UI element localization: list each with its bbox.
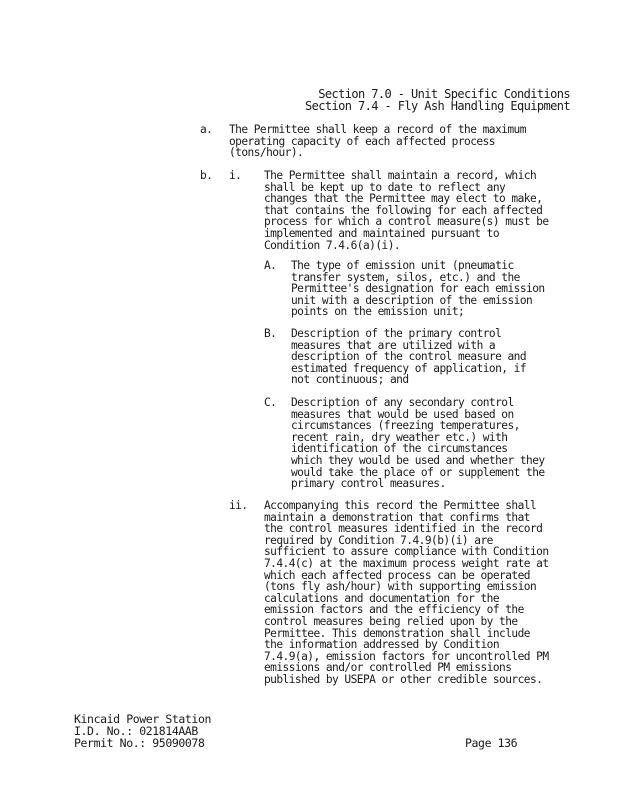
item-b-i-A-label: A. bbox=[264, 259, 277, 272]
text-line: operating capacity of each affected process bbox=[229, 134, 495, 148]
text-line: shall be kept up to date to reflect any bbox=[264, 180, 506, 194]
text-line: emissions and/or controlled PM emissions bbox=[264, 661, 512, 675]
item-a-label: a. bbox=[200, 123, 213, 136]
text-line: emission factors and the efficiency of the bbox=[264, 603, 524, 617]
item-b-label: b. bbox=[200, 169, 213, 182]
text-line: Description of any secondary control bbox=[291, 396, 514, 409]
text-line: primary control measures. bbox=[291, 477, 446, 491]
text-line: The type of emission unit (pneumatic bbox=[291, 259, 514, 272]
text-line: identification of the circumstances bbox=[291, 442, 508, 456]
item-b-i-text bbox=[264, 170, 549, 251]
item-b-i-label: i. bbox=[229, 169, 242, 182]
text-line: the control measures identified in the record bbox=[264, 522, 543, 536]
text-line: maintain a demonstration that confirms that bbox=[264, 510, 530, 524]
item-b-i-C-label: C. bbox=[264, 396, 277, 409]
item-b-i-B-label: B. bbox=[264, 327, 277, 340]
text-line: measures that are utilized with a bbox=[291, 338, 496, 352]
text-line: unit with a description of the emission bbox=[291, 293, 533, 307]
text-line: measures that would be used based on bbox=[291, 407, 514, 421]
text-line: 7.4.4(c) at the maximum process weight rate at bbox=[264, 556, 549, 570]
text-line: Description of the primary control bbox=[291, 327, 502, 340]
item-b-ii-text bbox=[264, 500, 549, 686]
text-line: control measures being relied upon by the bbox=[264, 614, 518, 628]
text-line: recent rain, dry weather etc.) with bbox=[291, 430, 508, 444]
text-line: circumstances (freezing temperatures, bbox=[291, 419, 520, 433]
text-line: The Permittee shall maintain a record, which bbox=[264, 169, 537, 182]
footer-permit-no: Permit No.: 95090078 bbox=[74, 736, 205, 750]
text-line: Accompanying this record the Permittee shall bbox=[264, 499, 537, 512]
text-line: sufficient to assure compliance with Condition bbox=[264, 545, 549, 559]
text-line: would take the place of or supplement the bbox=[291, 465, 545, 479]
section-header-fly-ash: Section 7.4 - Fly Ash Handling Equipment bbox=[305, 99, 570, 113]
text-line: (tons/hour). bbox=[229, 146, 304, 160]
item-b-ii-label: ii. bbox=[229, 499, 248, 512]
text-line: 7.4.9(a), emission factors for uncontrolled PM bbox=[264, 649, 549, 663]
footer-page-number: Page 136 bbox=[465, 736, 518, 750]
section-header-unit-conditions: Section 7.0 - Unit Specific Conditions bbox=[318, 87, 570, 101]
text-line: implemented and maintained pursuant to bbox=[264, 226, 500, 240]
item-b-i-B-text bbox=[291, 328, 526, 386]
item-b-i-A-text bbox=[291, 260, 545, 318]
item-a-text bbox=[229, 124, 526, 159]
text-line: that contains the following for each affected bbox=[264, 203, 543, 217]
footer-id-no: I.D. No.: 021814AAB bbox=[74, 724, 198, 738]
text-line: published by USEPA or other credible sources. bbox=[264, 672, 543, 686]
item-b-i-C-text bbox=[291, 397, 545, 490]
text-line: which each affected process can be operated bbox=[264, 568, 530, 582]
text-line: (tons fly ash/hour) with supporting emission bbox=[264, 580, 537, 594]
text-line: calculations and documentation for the bbox=[264, 591, 500, 605]
text-line: Permittee. This demonstration shall include bbox=[264, 626, 530, 640]
text-line: required by Condition 7.4.9(b)(i) are bbox=[264, 533, 493, 547]
text-line: changes that the Permittee may elect to make, bbox=[264, 192, 543, 206]
footer-station: Kincaid Power Station bbox=[74, 712, 211, 726]
text-line: not continuous; and bbox=[291, 373, 409, 387]
text-line: description of the control measure and bbox=[291, 350, 527, 364]
text-line: Permittee's designation for each emission bbox=[291, 282, 545, 296]
text-line: transfer system, silos, etc.) and the bbox=[291, 270, 520, 284]
text-line: process for which a control measure(s) must be bbox=[264, 215, 549, 229]
text-line: Condition 7.4.6(a)(i). bbox=[264, 238, 401, 252]
text-line: The Permittee shall keep a record of the maximum bbox=[229, 123, 526, 136]
text-line: the information addressed by Condition bbox=[264, 638, 500, 652]
text-line: estimated frequency of application, if bbox=[291, 361, 527, 375]
text-line: which they would be used and whether they bbox=[291, 453, 545, 467]
text-line: points on the emission unit; bbox=[291, 305, 465, 319]
